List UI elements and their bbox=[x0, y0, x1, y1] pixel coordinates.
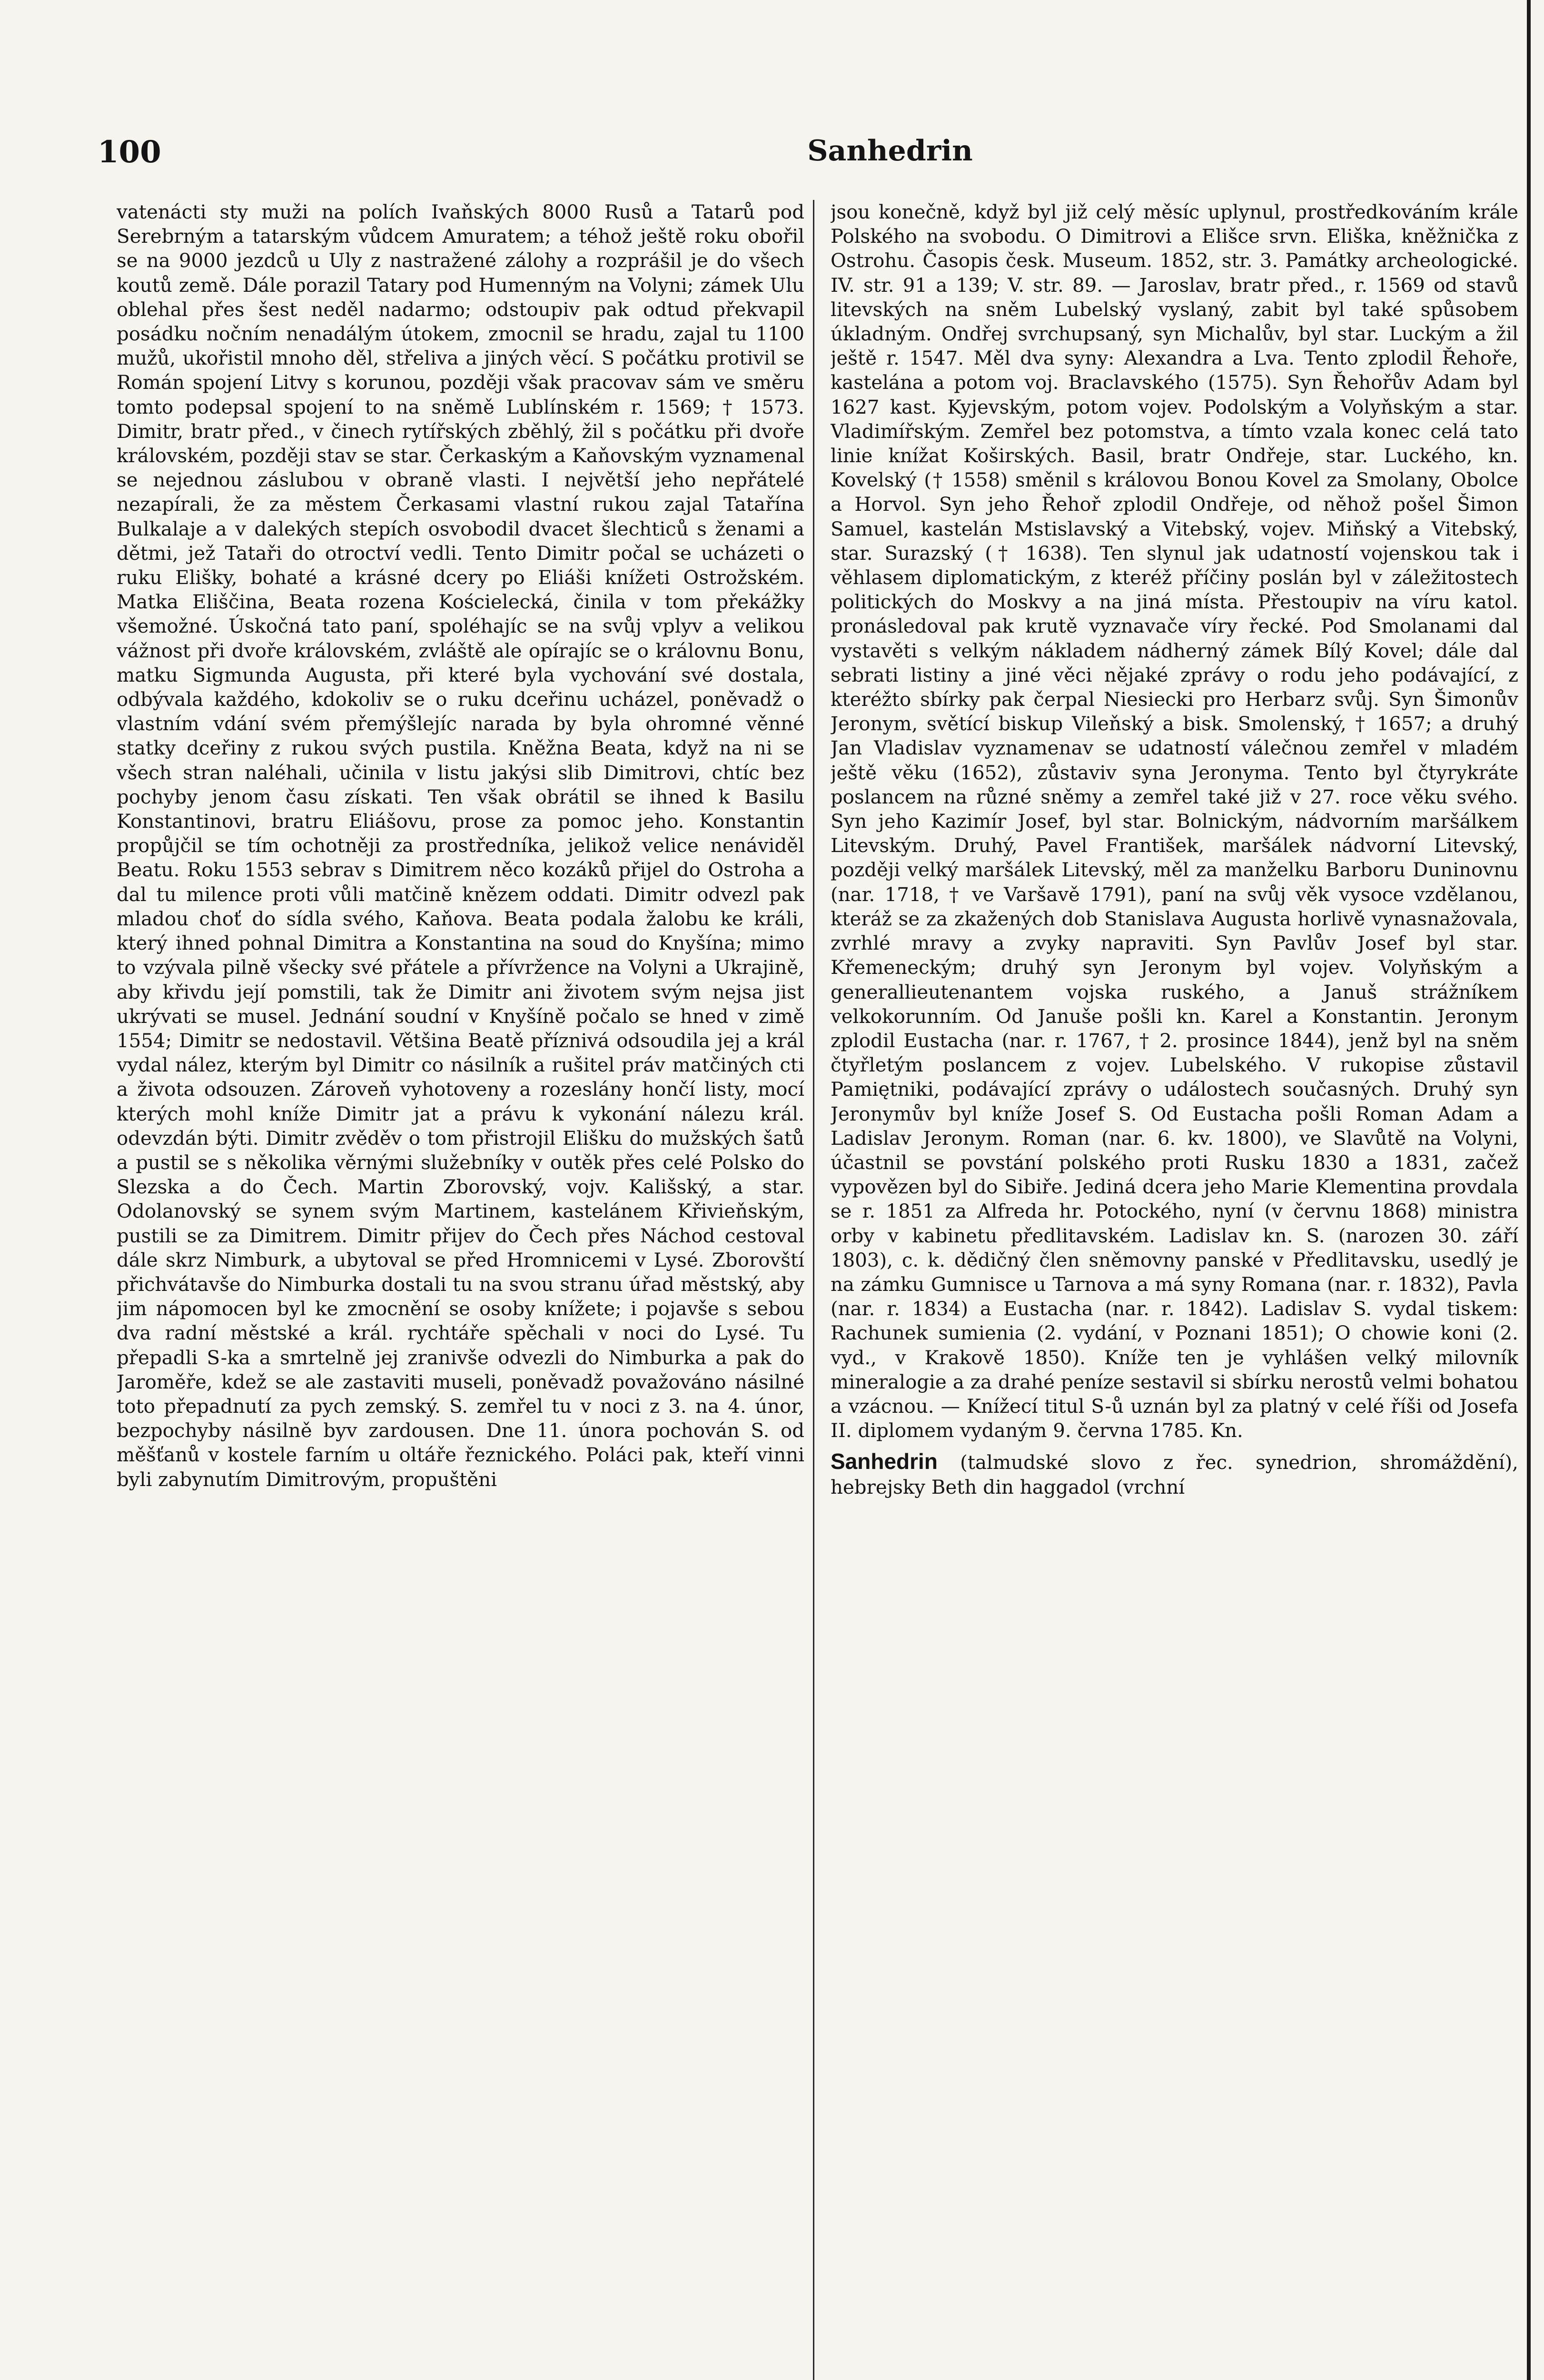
left-column-text: vatenácti sty muži na polích Ivaňských 8000 Rusů a Tatarů pod Serebrným a tatarským vůdcem Amuratem; a téhož ještě roku obořil se na 9000 jezdců u Uly z nastražené zálohy a rozprášil je do všech koutů země. Dále porazil Tatary pod Humenným na Volyni; zámek Ulu oblehal přes šest neděl nadarmo; odstoupiv pak odtud překvapil posádku nočním nenadálým útokem, zmocnil se hradu, zajal tu 1100 mužů, ukořistil mnoho děl, střeliva a jiných věcí. S počátku protivil se Román spojení Litvy s korunou, později však pracovav sám ve směru tomto podepsal spojení to na sněmě Lublínském r. 1569; † 1573. Dimitr, bratr před., v činech rytířských zběhlý, žil s počátku při dvoře královském, později stav se star. Čerkaským a Kaňovským vyznamenal se nejednou záslubou v obraně vlasti. I největší jeho nepřátelé nezapírali, že za městem Čerkasami vlastní rukou zajal Tatařína Bulkalaje a v dalekých stepích osvobodil dvacet šlechticů s ženami a dětmi, jež Tataři do otroctví vedli. Tento Dimitr počal se ucházeti o ruku Elišky, bohaté a krásné dcery po Eliáši knížeti Ostrožském. Matka Eliščina, Beata rozena Kościelecká, činila v tom překážky všemožné. Úskočná tato paní, spoléhajíc se na svůj vplyv a velikou vážnost při dvoře královském, zvláště ale opírajíc se o královnu Bonu, matku Sigmunda Augusta, při které byla vychování své dostala, odbývala každého, kdokoliv se o ruku dceřinu ucházel, poněvadž o vlastním vdání svém přemýšlejíc narada by byla ohromné věnné statky dceřiny z rukou svých pustila. Kněžna Beata, když na ni se všech stran naléhali, učinila v listu jakýsi slib Dimitrovi, chtíc bez pochyby jenom času získati. Ten však obrátil se ihned k Basilu Konstantinovi, bratru Eliášovu, prose za pomoc jeho. Konstantin propůjčil se tím ochotněji za prostředníka, jelikož velice nenáviděl Beatu. Roku 1553 sebrav s Dimitrem něco kozáků přijel do Ostroha a dal tu milence proti vůli matčině knězem oddati. Dimitr odvezl pak mladou choť do sídla svého, Kaňova. Beata podala žalobu ke králi, který ihned pohnal Dimitra a Konstantina na soud do Knyšína; mimo to vzývala pilně všecky své přátele a přívržence na Volyni a Ukrajině, aby křivdu její pomstili, tak že Dimitr ani životem svým nejsa jist ukrývati se musel. Jednání soudní v Knyšíně počalo se hned v zimě 1554; Dimitr se nedostavil. Většina Beatě příznivá odsoudila jej a král vydal nález, kterým byl Dimitr co násilník a rušitel práv matčiných cti a života odsouzen. Zároveň vyhotoveny a rozeslány hončí listy, mocí kterých mohl kníže Dimitr jat a právu k vykonání nálezu král. odevzdán býti. Dimitr zvěděv o tom přistrojil Elišku do mužských šatů a pustil se s několika věrnými služebníky v outěk přes celé Polsko do Slezska a do Čech. Martin Zborovský, vojv. Kališský, a star. Odolanovský se synem svým Martinem, kastelánem Křivieňským, pustili se za Dimitrem. Dimitr přijev do Čech přes Náchod cestoval dále skrz Nimburk, a ubytoval se před Hromnicemi v Lysé. Zborovští přichvátavše do Nimburka dostali tu na svou stranu úřad městský, aby jim nápomocen byl ke zmocnění se osoby knížete; i pojavše s sebou dva radní městské a král. rychtáře spěchali v noci do Lysé. Tu přepadli S-ka a smrtelně jej zranivše odvezli do Nimburka a pak do Jaroměře, kdež se ale zastaviti museli, poněvadž považováno násilné toto přepadnutí za pych zemský. S. zemřel tu v noci z 3. na 4. únor, bezpochyby násilně byv zardousen. Dne 11. února pochován S. od měšťanů v kostele farním u oltáře řeznického. Poláci pak, kteří vinni byli zabynutím Dimitrovým, propuštěni bbox=[117, 201, 804, 1491]
page-number: 100 bbox=[98, 134, 161, 170]
running-head: Sanhedrin bbox=[807, 134, 973, 168]
page-edge-border bbox=[1527, 0, 1531, 2380]
right-column bbox=[831, 200, 1518, 2380]
left-column bbox=[117, 200, 804, 2380]
next-entry-text: (talmudské slovo z řec. synedrion, shromáždění), hebrejsky Beth din haggadol (vrchní bbox=[831, 1451, 1518, 1498]
column-divider bbox=[813, 200, 814, 2380]
right-column-text: jsou konečně, když byl již celý měsíc uplynul, prostředkováním krále Polského na svobodu. O Dimitrovi a Elišce srvn. Eliška, kněžnička z Ostrohu. Časopis česk. Museum. 1852, str. 3. Památky archeologické. IV. str. 91 a 139; V. str. 89. — Jaroslav, bratr před., r. 1569 od stavů litevských na sněm Lubelský vyslaný, zabit byl také spůsobem úkladným. Ondřej svrchupsaný, syn Michalův, byl star. Luckým a žil ještě r. 1547. Měl dva syny: Alexandra a Lva. Tento zplodil Řehoře, kastelána a potom voj. Braclavského (1575). Syn Řehořův Adam byl 1627 kast. Kyjevským, potom vojev. Podolským a Volyňským a star. Vladimířským. Zemřel bez potomstva, a tímto vzala konec celá tato linie knížat Koširských. Basil, bratr Ondřeje, star. Luckého, kn. Kovelský († 1558) směnil s královou Bonou Kovel za Smolany, Obolce a Horvol. Syn jeho Řehoř zplodil Ondřeje, od něhož pošel Šimon Samuel, kastelán Mstislavský a Vitebský, vojev. Miňský a Vitebský, star. Surazský († 1638). Ten slynul jak udatností vojenskou tak i věhlasem diplomatickým, z kteréž příčiny poslán byl v záležitostech politických do Moskvy a na jiná místa. Přestoupiv na víru katol. pronásledoval pak krutě vyznavače víry řecké. Pod Smolanami dal vystavěti s velkým nákladem nádherný zámek Bílý Kovel; dále dal sebrati listiny a jiné věci nějaké zprávy o rodu jeho podávající, z kteréžto sbírky pak čerpal Niesiecki pro Herbarz svůj. Syn Šimonův Jeronym, světící biskup Vileňský a bisk. Smolenský, † 1657; a druhý Jan Vladislav vyznamenav se udatností válečnou zemřel v mladém ještě věku (1652), zůstaviv syna Jeronyma. Tento byl čtyrykráte poslancem na různé sněmy a zemřel také již v 27. roce věku svého. Syn jeho Kazimír Josef, byl star. Bolnickým, nádvorním maršálkem Litevským. Druhý, Pavel František, maršálek nádvorní Litevský, později velký maršálek Litevský, měl za manželku Barboru Duninovnu (nar. 1718, † ve Varšavě 1791), paní na svůj věk vysoce vzdělanou, kteráž se za zkažených dob Stanislava Augusta horlivě vynasnažovala, zvrhlé mravy a zvyky napraviti. Syn Pavlův Josef byl star. Křemeneckým; druhý syn Jeronym byl vojev. Volyňským a generallieutenantem vojska ruského, a Januš strážníkem velkokorunním. Od Januše pošli kn. Karel a Konstantin. Jeronym zplodil Eustacha (nar. r. 1767, † 2. prosince 1844), jenž byl na sněm čtyřletým poslancem z vojev. Lubelského. V rukopise zůstavil Pamiętniki, podávající zprávy o událostech současných. Druhý syn Jeronymův byl kníže Josef S. Od Eustacha pošli Roman Adam a Ladislav Jeronym. Roman (nar. 6. kv. 1800), ve Slavůtě na Volyni, účastnil se povstání polského proti Rusku 1830 a 1831, začež vypovězen byl do Sibiře. Jediná dcera jeho Marie Klementina provdala se r. 1851 za Alfreda hr. Potockého, nyní (v červnu 1868) ministra orby v kabinetu předlitavském. Ladislav kn. S. (narozen 30. září 1803), c. k. dědičný člen sněmovny panské v Předlitavsku, usedlý je na zámku Gumnisce u Tarnova a má syny Romana (nar. r. 1832), Pavla (nar. r. 1834) a Eustacha (nar. r. 1842). Ladislav S. vydal tiskem: Rachunek sumienia (2. vydání, v Poznani 1851); O chowie koni (2. vyd., v Krakově 1850). Kníže ten je vyhlášen velký milovník mineralogie a za drahé peníze sestavil si sbírku nerostů velmi bohatou a vzácnou. — Knížecí titul S-ů uznán byl za platný v celé říši od Josefa II. diplomem vydaným 9. června 1785. Kn. bbox=[831, 201, 1518, 1442]
next-entry bbox=[831, 1449, 1518, 1499]
next-entry-term: Sanhedrin bbox=[831, 1449, 938, 1474]
